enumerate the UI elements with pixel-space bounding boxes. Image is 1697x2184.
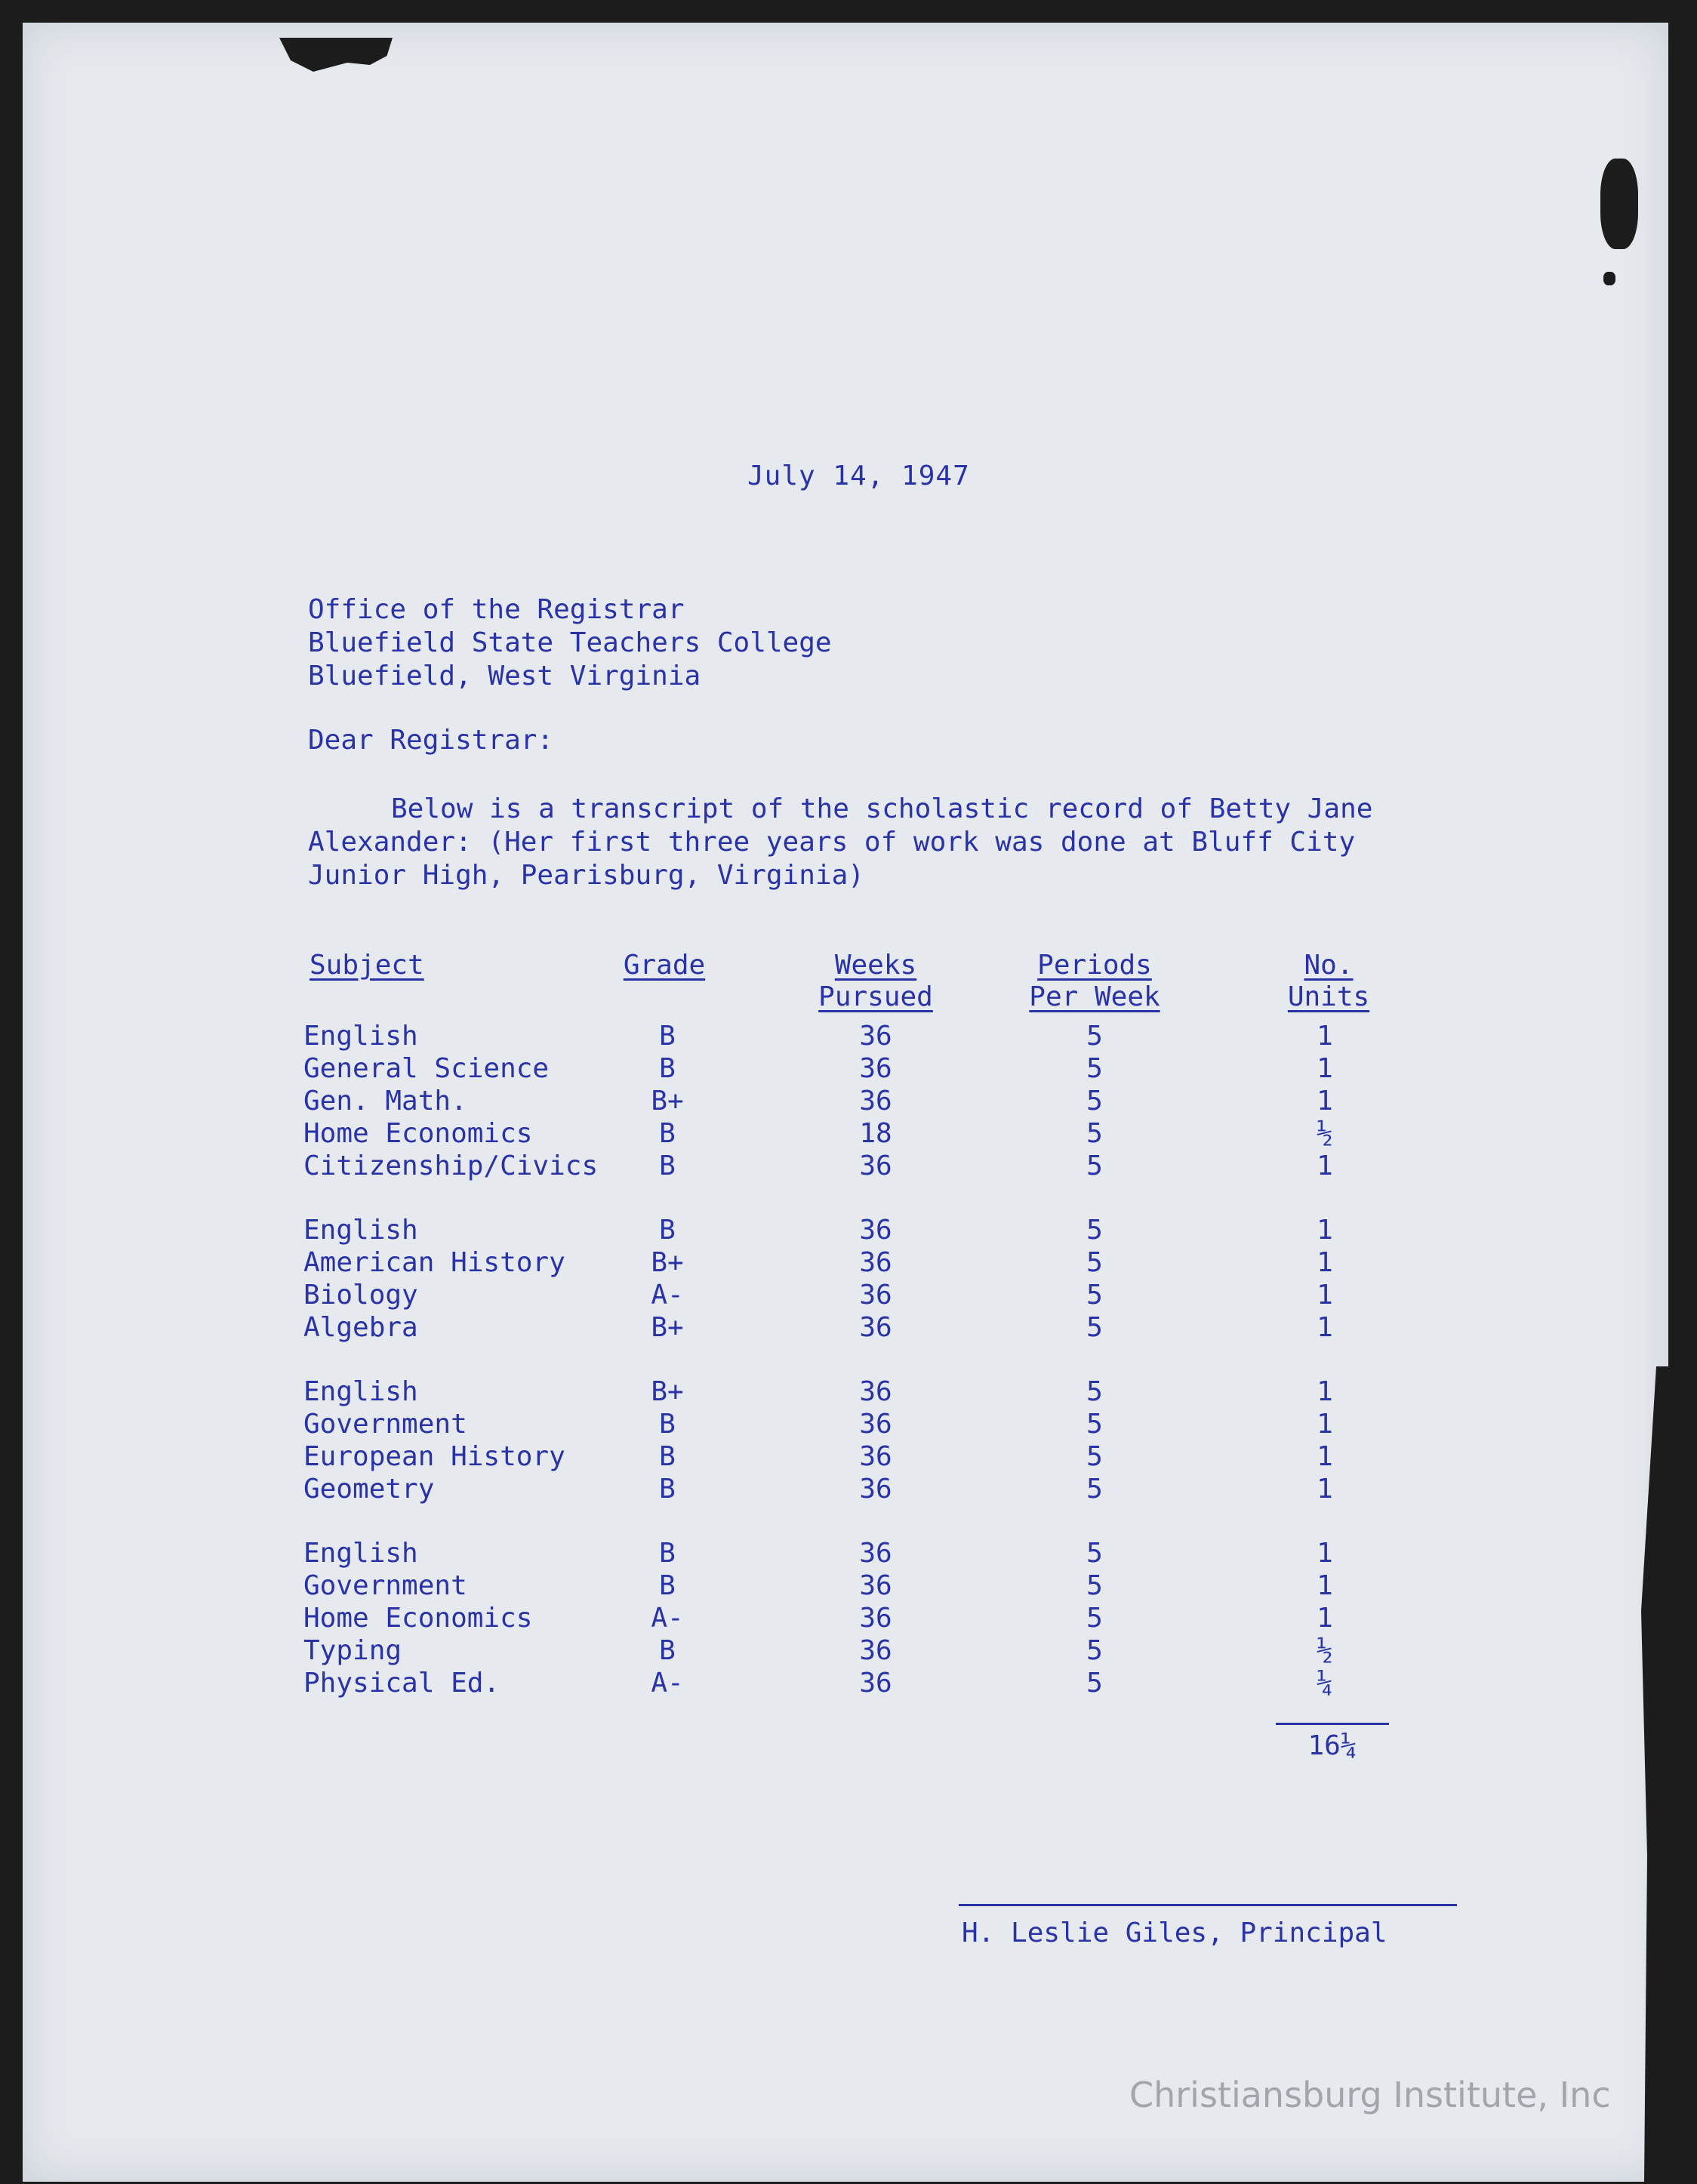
units-cell: 1 — [1317, 1409, 1333, 1440]
signature-line — [959, 1904, 1457, 1906]
weeks-cell: 36 — [859, 1151, 892, 1181]
weeks-cell: 36 — [859, 1409, 892, 1440]
address-line: Office of the Registrar — [308, 594, 685, 625]
table-row — [23, 1441, 1668, 1473]
subject-cell: Physical Ed. — [303, 1668, 500, 1699]
periods-cell: 5 — [1086, 1668, 1103, 1699]
body-line: Alexander: (Her first three years of work was done at Bluff City — [308, 827, 1356, 858]
units-cell: 1 — [1317, 1312, 1333, 1343]
address-line: Bluefield State Teachers College — [308, 627, 832, 658]
header-weeks — [785, 950, 966, 1013]
table-row — [23, 1247, 1668, 1279]
weeks-cell: 36 — [859, 1570, 892, 1601]
table-row — [23, 1086, 1668, 1117]
grade-cell: B — [659, 1570, 676, 1601]
weeks-cell: 36 — [859, 1441, 892, 1472]
subject-cell: Government — [303, 1409, 467, 1440]
grade-cell: B+ — [651, 1376, 684, 1407]
header-units-label: No. — [1304, 950, 1354, 981]
periods-cell: 5 — [1086, 1086, 1103, 1117]
header-periods-label-2: Per Week — [1029, 981, 1160, 1012]
grade-cell: B — [659, 1409, 676, 1440]
subject-cell: Typing — [303, 1635, 402, 1666]
units-cell: 1 — [1317, 1215, 1333, 1246]
weeks-cell: 18 — [859, 1118, 892, 1149]
periods-cell: 5 — [1086, 1603, 1103, 1634]
periods-cell: 5 — [1086, 1441, 1103, 1472]
units-cell: ¼ — [1317, 1668, 1333, 1699]
grade-cell: B+ — [651, 1086, 684, 1117]
recipient-address — [308, 593, 832, 693]
body-line: Below is a transcript of the scholastic record of Betty Jane — [391, 793, 1373, 824]
header-weeks-label-2: Pursued — [818, 981, 933, 1012]
subject-cell: Biology — [303, 1280, 418, 1311]
weeks-cell: 36 — [859, 1086, 892, 1117]
weeks-cell: 36 — [859, 1280, 892, 1311]
header-periods — [1004, 950, 1185, 1013]
periods-cell: 5 — [1086, 1280, 1103, 1311]
units-cell: ½ — [1317, 1635, 1333, 1666]
body-line: Junior High, Pearisburg, Virginia) — [308, 860, 864, 891]
subject-cell: English — [303, 1538, 418, 1569]
subject-cell: Citizenship/Civics — [303, 1151, 599, 1181]
weeks-cell: 36 — [859, 1021, 892, 1052]
table-row — [23, 1312, 1668, 1344]
grade-cell: B+ — [651, 1247, 684, 1278]
table-row — [23, 1280, 1668, 1311]
units-cell: 1 — [1317, 1086, 1333, 1117]
units-cell: 1 — [1317, 1570, 1333, 1601]
units-cell: 1 — [1317, 1280, 1333, 1311]
grade-cell: B — [659, 1538, 676, 1569]
units-cell: 1 — [1317, 1603, 1333, 1634]
units-cell: 1 — [1317, 1474, 1333, 1505]
grade-cell: A- — [651, 1603, 684, 1634]
salutation: Dear Registrar: — [308, 725, 554, 756]
letter-page — [23, 23, 1668, 2182]
table-row — [23, 1603, 1668, 1634]
periods-cell: 5 — [1086, 1570, 1103, 1601]
weeks-cell: 36 — [859, 1474, 892, 1505]
subject-cell: Home Economics — [303, 1603, 533, 1634]
grade-cell: B — [659, 1021, 676, 1052]
torn-edge-top — [279, 38, 393, 83]
table-row — [23, 1668, 1668, 1699]
table-row — [23, 1409, 1668, 1440]
total-units: 16¼ — [1307, 1730, 1357, 1761]
table-row — [23, 1053, 1668, 1085]
weeks-cell: 36 — [859, 1635, 892, 1666]
grade-cell: B — [659, 1151, 676, 1181]
units-cell: ½ — [1317, 1118, 1333, 1149]
table-row — [23, 1118, 1668, 1150]
weeks-cell: 36 — [859, 1312, 892, 1343]
periods-cell: 5 — [1086, 1312, 1103, 1343]
units-cell: 1 — [1317, 1053, 1333, 1084]
subject-cell: Gen. Math. — [303, 1086, 467, 1117]
header-grade — [596, 950, 732, 981]
weeks-cell: 36 — [859, 1053, 892, 1084]
table-row — [23, 1151, 1668, 1182]
periods-cell: 5 — [1086, 1118, 1103, 1149]
periods-cell: 5 — [1086, 1053, 1103, 1084]
letter-date: July 14, 1947 — [747, 461, 970, 491]
table-row — [23, 1021, 1668, 1052]
grade-cell: A- — [651, 1280, 684, 1311]
table-row — [23, 1570, 1668, 1602]
periods-cell: 5 — [1086, 1021, 1103, 1052]
grade-cell: B — [659, 1118, 676, 1149]
grade-cell: B — [659, 1474, 676, 1505]
table-row — [23, 1376, 1668, 1408]
units-cell: 1 — [1317, 1441, 1333, 1472]
subject-cell: Government — [303, 1570, 467, 1601]
subject-cell: English — [303, 1376, 418, 1407]
header-units — [1261, 950, 1397, 1013]
periods-cell: 5 — [1086, 1151, 1103, 1181]
watermark: Christiansburg Institute, Inc — [1129, 2075, 1611, 2115]
table-row — [23, 1635, 1668, 1667]
weeks-cell: 36 — [859, 1603, 892, 1634]
units-cell: 1 — [1317, 1021, 1333, 1052]
signature-name: H. Leslie Giles, Principal — [962, 1918, 1387, 1948]
subject-cell: Home Economics — [303, 1118, 533, 1149]
grade-cell: B — [659, 1441, 676, 1472]
periods-cell: 5 — [1086, 1247, 1103, 1278]
weeks-cell: 36 — [859, 1215, 892, 1246]
grade-cell: A- — [651, 1668, 684, 1699]
weeks-cell: 36 — [859, 1247, 892, 1278]
table-row — [23, 1474, 1668, 1505]
total-rule — [1276, 1723, 1389, 1725]
table-row — [23, 1538, 1668, 1569]
header-subject — [310, 950, 491, 981]
periods-cell: 5 — [1086, 1538, 1103, 1569]
table-row — [23, 1215, 1668, 1246]
letter-body — [308, 793, 1403, 892]
periods-cell: 5 — [1086, 1215, 1103, 1246]
grade-cell: B+ — [651, 1312, 684, 1343]
subject-cell: General Science — [303, 1053, 550, 1084]
units-cell: 1 — [1317, 1151, 1333, 1181]
units-cell: 1 — [1317, 1538, 1333, 1569]
periods-cell: 5 — [1086, 1409, 1103, 1440]
header-grade-label: Grade — [623, 950, 706, 981]
weeks-cell: 36 — [859, 1668, 892, 1699]
subject-cell: American History — [303, 1247, 565, 1278]
periods-cell: 5 — [1086, 1474, 1103, 1505]
paper-damage — [1600, 159, 1638, 249]
periods-cell: 5 — [1086, 1635, 1103, 1666]
grade-cell: B — [659, 1053, 676, 1084]
weeks-cell: 36 — [859, 1538, 892, 1569]
header-units-label-2: Units — [1287, 981, 1370, 1012]
header-subject-label: Subject — [310, 950, 424, 981]
subject-cell: English — [303, 1215, 418, 1246]
units-cell: 1 — [1317, 1247, 1333, 1278]
subject-cell: English — [303, 1021, 418, 1052]
grade-cell: B — [659, 1635, 676, 1666]
header-periods-label: Periods — [1037, 950, 1152, 981]
subject-cell: Algebra — [303, 1312, 418, 1343]
paper-damage — [1603, 272, 1615, 285]
units-cell: 1 — [1317, 1376, 1333, 1407]
grade-cell: B — [659, 1215, 676, 1246]
subject-cell: Geometry — [303, 1474, 435, 1505]
periods-cell: 5 — [1086, 1376, 1103, 1407]
header-weeks-label: Weeks — [834, 950, 917, 981]
address-line: Bluefield, West Virginia — [308, 661, 701, 692]
subject-cell: European History — [303, 1441, 565, 1472]
weeks-cell: 36 — [859, 1376, 892, 1407]
